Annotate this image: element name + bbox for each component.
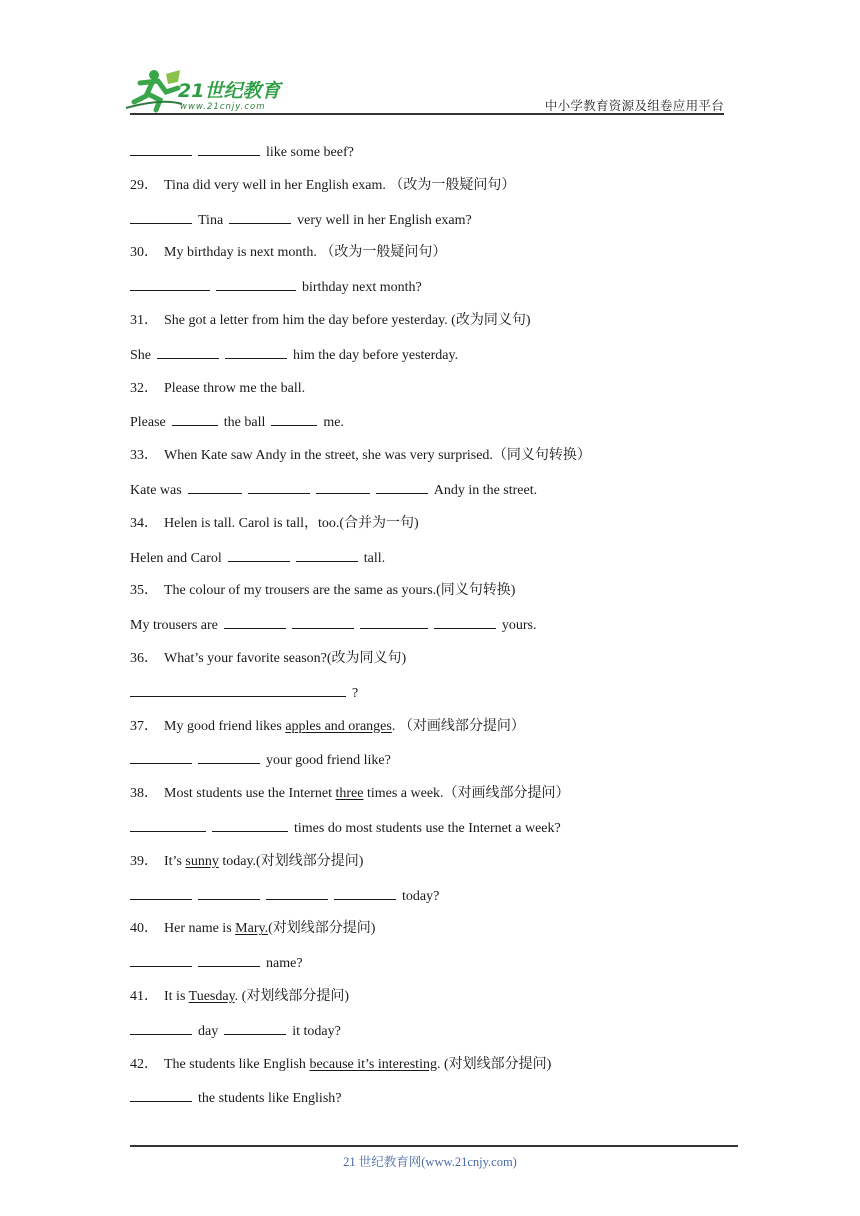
answer-blank[interactable] xyxy=(434,614,496,629)
sentence-text: Most students use the Internet xyxy=(164,786,336,802)
sentence-text: me. xyxy=(323,415,344,431)
underlined-text: sunny xyxy=(185,853,219,869)
question-line xyxy=(130,648,730,682)
sentence-text: times a week.（对画线部分提问） xyxy=(363,786,570,802)
footer-text: 21 世纪教育网(www.21cnjy.com) xyxy=(343,1155,517,1169)
sentence-text: birthday next month? xyxy=(302,280,422,296)
question-line xyxy=(130,918,730,952)
question-number: 36． xyxy=(130,650,158,666)
question-number: 35． xyxy=(130,583,158,599)
question-number: 29． xyxy=(130,177,158,193)
underlined-text: apples and oranges xyxy=(285,718,392,734)
answer-blank[interactable] xyxy=(248,479,310,494)
sentence-text: Tina xyxy=(198,212,224,228)
answer-blank[interactable] xyxy=(271,411,317,426)
sentence-text: the students like English? xyxy=(198,1091,342,1107)
sentence-text: . (对划线部分提问) xyxy=(234,988,349,1004)
question-number: 33． xyxy=(130,448,158,464)
question-line xyxy=(130,242,730,276)
sentence-text: like some beef? xyxy=(266,145,354,160)
answer-line xyxy=(130,141,730,175)
sentence-text: My good friend likes xyxy=(164,718,286,734)
answer-blank[interactable] xyxy=(212,817,288,832)
answer-blank[interactable] xyxy=(188,479,242,494)
answer-line xyxy=(130,749,730,783)
header-platform-text: 中小学教育资源及组卷应用平台 xyxy=(544,98,724,113)
question-line xyxy=(130,378,730,412)
answer-blank[interactable] xyxy=(130,682,346,697)
answer-line xyxy=(130,614,730,648)
answer-blank[interactable] xyxy=(376,479,428,494)
sentence-text: Helen is tall. Carol is tall，too.(合并为一句) xyxy=(164,515,419,531)
answer-line xyxy=(130,411,730,445)
answer-blank[interactable] xyxy=(198,749,260,764)
answer-blank[interactable] xyxy=(130,952,192,967)
sentence-text: It is xyxy=(164,988,189,1004)
sentence-text: Please throw me the ball. xyxy=(164,380,306,396)
sentence-text: Andy in the street. xyxy=(433,482,538,498)
sentence-text: the ball xyxy=(223,415,266,431)
answer-line xyxy=(130,1020,730,1054)
answer-line xyxy=(130,817,730,851)
sentence-text: day xyxy=(198,1023,219,1039)
page-header xyxy=(130,62,724,114)
answer-blank[interactable] xyxy=(130,1087,192,1102)
sentence-text: him the day before yesterday. xyxy=(293,347,459,363)
sentence-text: My trousers are xyxy=(130,618,218,634)
sentence-text: Please xyxy=(130,415,166,431)
question-line xyxy=(130,716,730,750)
sentence-text: your good friend like? xyxy=(266,753,391,769)
sentence-text: it today? xyxy=(292,1023,341,1039)
sentence-text: . (对划线部分提问) xyxy=(436,1056,552,1072)
sentence-text: today? xyxy=(402,888,440,904)
answer-blank[interactable] xyxy=(130,817,206,832)
sentence-text: Kate was xyxy=(130,482,182,498)
question-number: 38． xyxy=(130,786,158,802)
answer-blank[interactable] xyxy=(198,952,260,967)
sentence-text: tall. xyxy=(363,550,386,566)
underlined-text: Mary. xyxy=(235,921,269,937)
answer-blank[interactable] xyxy=(224,1020,286,1035)
question-line xyxy=(130,580,730,614)
answer-blank[interactable] xyxy=(228,547,290,562)
answer-blank[interactable] xyxy=(296,547,358,562)
sentence-text: Her name is xyxy=(164,921,236,937)
question-number: 42． xyxy=(130,1056,158,1072)
answer-blank[interactable] xyxy=(334,885,396,900)
sentence-text: It’s xyxy=(164,853,186,869)
answer-blank[interactable] xyxy=(229,209,291,224)
question-number: 31． xyxy=(130,312,158,328)
logo-text: 21世纪教育 xyxy=(178,80,281,102)
answer-blank[interactable] xyxy=(225,344,287,359)
question-line xyxy=(130,445,730,479)
question-number: 39． xyxy=(130,853,158,869)
sentence-text: When Kate saw Andy in the street, she was very surprised.（同义句转换） xyxy=(164,448,591,464)
question-number: 37． xyxy=(130,718,158,734)
sentence-text: She got a letter from him the day before yesterday. (改为同义句) xyxy=(164,312,531,328)
answer-blank[interactable] xyxy=(292,614,354,629)
answer-line xyxy=(130,885,730,919)
logo-url-text: www.21cnjy.com xyxy=(180,102,266,112)
answer-blank[interactable] xyxy=(316,479,370,494)
answer-line xyxy=(130,479,730,513)
answer-line xyxy=(130,344,730,378)
sentence-text: very well in her English exam? xyxy=(297,212,472,228)
question-number: 32． xyxy=(130,380,158,396)
underlined-text: Tuesday xyxy=(188,988,235,1004)
sentence-text: What’s your favorite season?(改为同义句) xyxy=(164,650,407,666)
underlined-text: because it’s interesting xyxy=(309,1056,437,1072)
answer-blank[interactable] xyxy=(130,209,192,224)
underlined-text: three xyxy=(335,786,364,802)
sentence-text: The colour of my trousers are the same as yours.(同义句转换) xyxy=(164,583,516,599)
question-number: 40． xyxy=(130,921,158,937)
sentence-text: The students like English xyxy=(164,1056,310,1072)
answer-blank[interactable] xyxy=(130,749,192,764)
answer-blank[interactable] xyxy=(198,885,260,900)
answer-blank[interactable] xyxy=(216,276,296,291)
answer-blank[interactable] xyxy=(130,885,192,900)
sentence-text: My birthday is next month. （改为一般疑问句） xyxy=(164,245,447,261)
answer-line xyxy=(130,209,730,243)
sentence-text: yours. xyxy=(501,618,537,634)
sentence-text: She xyxy=(130,347,151,363)
answer-blank[interactable] xyxy=(360,614,428,629)
answer-blank[interactable] xyxy=(130,276,210,291)
question-line xyxy=(130,513,730,547)
sentence-text: (对划线部分提问) xyxy=(268,921,376,937)
answer-line xyxy=(130,952,730,986)
answer-line xyxy=(130,547,730,581)
question-number: 41． xyxy=(130,988,158,1004)
question-line xyxy=(130,986,730,1020)
sentence-text: Tina did very well in her English exam. （改为一般疑问句） xyxy=(164,177,516,193)
question-line xyxy=(130,310,730,344)
header-divider xyxy=(130,113,724,115)
answer-line xyxy=(130,276,730,310)
answer-blank[interactable] xyxy=(198,141,260,156)
answer-blank[interactable] xyxy=(130,141,192,156)
sentence-text: ? xyxy=(352,685,359,701)
question-line xyxy=(130,1054,730,1088)
question-line xyxy=(130,175,730,209)
sentence-text: today.(对划线部分提问) xyxy=(218,853,364,869)
answer-blank[interactable] xyxy=(157,344,219,359)
question-line xyxy=(130,783,730,817)
site-logo xyxy=(122,68,292,114)
answer-blank[interactable] xyxy=(172,411,218,426)
answer-line xyxy=(130,1087,730,1121)
answer-blank[interactable] xyxy=(266,885,328,900)
footer-divider xyxy=(130,1145,738,1147)
answer-blank[interactable] xyxy=(224,614,286,629)
answer-line xyxy=(130,682,730,716)
exercise-list xyxy=(130,141,730,1121)
question-line xyxy=(130,851,730,885)
question-number: 34． xyxy=(130,515,158,531)
sentence-text: times do most students use the Internet a week? xyxy=(294,820,561,836)
sentence-text: . （对画线部分提问） xyxy=(391,718,525,734)
sentence-text: Helen and Carol xyxy=(130,550,222,566)
question-number: 30． xyxy=(130,245,158,261)
answer-blank[interactable] xyxy=(130,1020,192,1035)
sentence-text: name? xyxy=(266,956,303,972)
